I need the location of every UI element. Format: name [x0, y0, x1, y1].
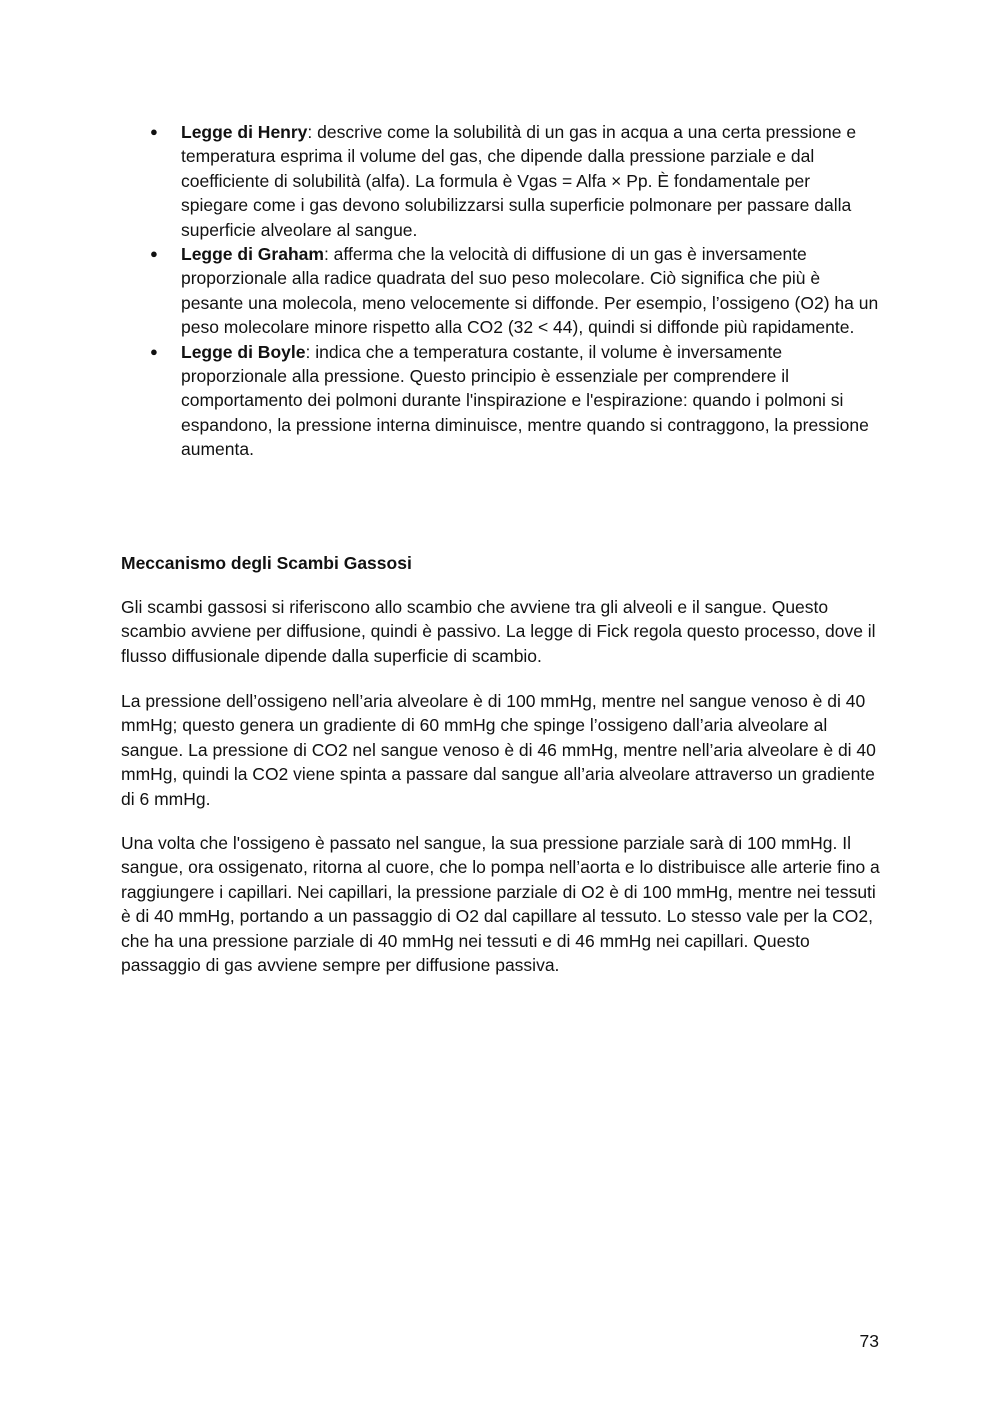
bullet-icon: ●	[150, 343, 158, 359]
bullet-icon: ●	[150, 124, 158, 139]
page-number: 73	[859, 1331, 879, 1351]
law-description: : afferma che la velocità di diffusione di un gas è inversamente proporzionale alla radice quadrata del suo peso molecolare. Ciò significa che più è pesante una molecola, meno velocemente si diffonde. Per esempio, l’ossigeno (O2) ha un peso molecolare minore rispetto alla CO2 (32 < 44), quindi si diffonde più rapidamente.	[181, 244, 879, 338]
section-heading: Meccanismo degli Scambi Gassosi	[121, 553, 412, 573]
list-item-henry	[121, 120, 881, 242]
list-item-graham	[121, 242, 881, 340]
law-description: : indica che a temperatura costante, il volume è inversamente proporzionale alla pressione. Questo principio è essenziale per comprendere il comportamento dei polmoni durante l'inspirazione e l'espirazione: quando i polmoni si espandono, la pressione interna diminuisce, mentre quando si contraggono, la pressione aumenta.	[181, 341, 869, 460]
law-term: Legge di Boyle	[181, 341, 306, 362]
law-term: Legge di Henry	[181, 122, 308, 142]
paragraph: La pressione dell’ossigeno nell’aria alveolare è di 100 mmHg, mentre nel sangue venoso è di 40 mmHg; questo genera un gradiente di 60 mmHg che spinge l’ossigeno dall’aria alveolare al sangue. La pressione di CO2 nel sangue venoso è di 46 mmHg, mentre nell’aria alveolare è di 40 mmHg, quindi la CO2 viene spinta a passare dal sangue all’aria alveolare attraverso un gradiente di 6 mmHg.	[121, 691, 876, 809]
gas-laws-list	[121, 120, 881, 462]
list-item-boyle	[121, 340, 881, 462]
paragraph: Gli scambi gassosi si riferiscono allo scambio che avviene tra gli alveoli e il sangue. Questo scambio avviene per diffusione, quindi è passivo. La legge di Fick regola questo processo, dove il flusso diffusionale dipende dalla superficie di scambio.	[121, 597, 876, 666]
bullet-icon: ●	[150, 246, 158, 262]
law-term: Legge di Graham	[181, 244, 324, 265]
paragraph: Una volta che l'ossigeno è passato nel sangue, la sua pressione parziale sarà di 100 mmHg. Il sangue, ora ossigenato, ritorna al cuore, che lo pompa nell’aorta e lo distribuisce alle arterie fino a raggiungere i capillari. Nei capillari, la pressione parziale di O2 è di 100 mmHg, mentre nei tessuti è di 40 mmHg, portando a un passaggio di O2 dal capillare al tessuto. Lo stesso vale per la CO2, che ha una pressione parziale di 40 mmHg nei tessuti e di 46 mmHg nei capillari. Questo passaggio di gas avviene sempre per diffusione passiva.	[121, 833, 880, 976]
law-description: : descrive come la solubilità di un gas in acqua a una certa pressione e temperatura esprima il volume del gas, che dipende dalla pressione parziale e dal coefficiente di solubilità (alfa). La formula è Vgas = Alfa × Pp. È fondamentale per spiegare come i gas devono solubilizzarsi sulla superficie polmonare per passare dalla superficie alveolare al sangue.	[181, 122, 857, 240]
